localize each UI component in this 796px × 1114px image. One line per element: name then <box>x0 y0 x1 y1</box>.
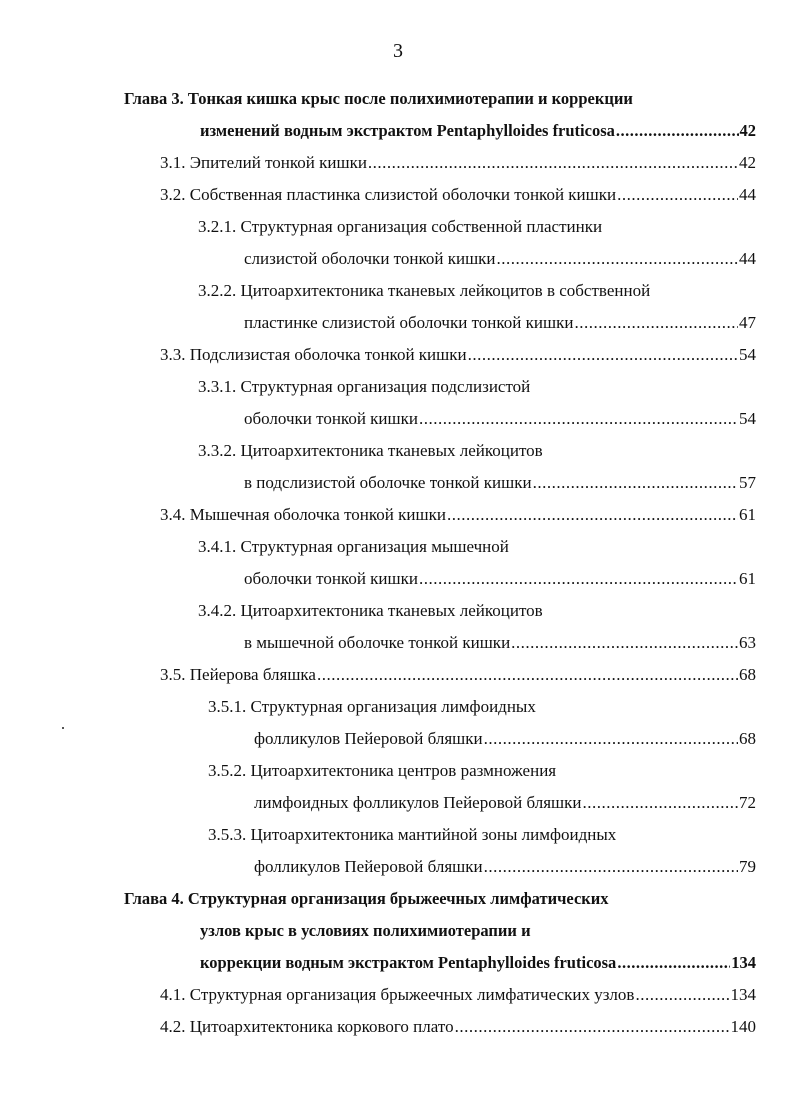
toc-entry-title: коррекции водным экстрактом Pentaphylloides fruticosa <box>200 953 617 972</box>
toc-page-number: 68 <box>739 665 756 684</box>
toc-entry-title: в мышечной оболочке тонкой кишки <box>244 633 511 652</box>
toc-entry-3-3-2[interactable] <box>244 467 756 499</box>
dot-leader <box>455 1011 730 1043</box>
toc-entry-4-1[interactable] <box>160 979 756 1011</box>
toc-entry-title: фолликулов Пейеровой бляшки <box>254 729 483 748</box>
toc-entry-title: 3.2. Собственная пластинка слизистой оболочки тонкой кишки <box>160 185 617 204</box>
toc-entry-title: 3.4. Мышечная оболочка тонкой кишки <box>160 505 446 524</box>
toc-entry-3-3-1-line1: 3.3.1. Структурная организация подслизистой <box>198 377 531 396</box>
toc-entry-3-3[interactable] <box>160 339 756 371</box>
toc-entry-title: 3.3. Подслизистая оболочка тонкой кишки <box>160 345 467 364</box>
toc-entry-3-5-2[interactable] <box>254 787 756 819</box>
toc-entry-3-5-3[interactable] <box>254 851 756 883</box>
toc-page-number: 134 <box>731 953 756 972</box>
dot-leader <box>635 979 729 1011</box>
dot-leader <box>617 947 730 979</box>
toc-entry-3-4-1-line1: 3.4.1. Структурная организация мышечной <box>198 537 509 556</box>
toc-entry-3-1[interactable] <box>160 147 756 179</box>
dot-leader <box>574 307 738 339</box>
toc-entry-title: слизистой оболочки тонкой кишки <box>244 249 496 268</box>
toc-entry-3-3-1[interactable] <box>244 403 756 435</box>
toc-entry-3-4-1[interactable] <box>244 563 756 595</box>
toc-chapter-3-line1: Глава 3. Тонкая кишка крыс после полихимиотерапии и коррекции <box>124 89 633 108</box>
toc-entry-title: изменений водным экстрактом Pentaphylloides fruticosa <box>200 121 615 140</box>
dot-leader <box>497 243 738 275</box>
dot-leader <box>617 179 738 211</box>
toc-entry-3-5[interactable] <box>160 659 756 691</box>
dot-leader <box>419 563 738 595</box>
toc-entry-title: 4.1. Структурная организация брыжеечных лимфатических узлов <box>160 985 635 1004</box>
toc-page-number: 42 <box>739 153 756 172</box>
toc-entry-3-5-3-line1: 3.5.3. Цитоархитектоника мантийной зоны лимфоидных <box>208 825 617 844</box>
dot-leader <box>533 467 738 499</box>
toc-entry-3-2-2-line1: 3.2.2. Цитоархитектоника тканевых лейкоцитов в собственной <box>198 281 651 300</box>
toc-page-number: 63 <box>739 633 756 652</box>
toc-entry-title: в подслизистой оболочке тонкой кишки <box>244 473 532 492</box>
toc-page-number: 134 <box>730 985 756 1004</box>
toc-entry-title: фолликулов Пейеровой бляшки <box>254 857 483 876</box>
toc-chapter-4-line1: Глава 4. Структурная организация брыжеечных лимфатических <box>124 889 609 908</box>
toc-entry-3-5-1-line1: 3.5.1. Структурная организация лимфоидных <box>208 697 536 716</box>
toc-entry-3-4-2-line1: 3.4.2. Цитоархитектоника тканевых лейкоцитов <box>198 601 543 620</box>
toc-entry-3-5-2-line1: 3.5.2. Цитоархитектоника центров размножения <box>208 761 557 780</box>
page-number: 3 <box>393 40 403 62</box>
dot-leader <box>616 115 739 147</box>
toc-chapter-4-line3[interactable] <box>200 947 756 979</box>
toc-page-number: 72 <box>739 793 756 812</box>
toc-entry-title: 4.2. Цитоархитектоника коркового плато <box>160 1017 454 1036</box>
dot-leader <box>582 787 738 819</box>
toc-page-number: 54 <box>739 409 756 428</box>
toc-entry-3-2-1[interactable] <box>244 243 756 275</box>
toc-page-number: 54 <box>739 345 756 364</box>
toc-entry-title: пластинке слизистой оболочки тонкой кишки <box>244 313 574 332</box>
toc-page-number: 47 <box>739 313 756 332</box>
toc-entry-title: 3.1. Эпителий тонкой кишки <box>160 153 367 172</box>
dot-leader <box>511 627 738 659</box>
toc-entry-3-4[interactable] <box>160 499 756 531</box>
toc-page-number: 68 <box>739 729 756 748</box>
toc-entry-3-4-2[interactable] <box>244 627 756 659</box>
toc-page-number: 57 <box>739 473 756 492</box>
toc-entry-3-5-1[interactable] <box>254 723 756 755</box>
toc-entry-4-2[interactable] <box>160 1011 756 1043</box>
dot-leader <box>419 403 738 435</box>
toc-entry-3-2-2[interactable] <box>244 307 756 339</box>
toc-entry-3-2[interactable] <box>160 179 756 211</box>
toc-page-number: 61 <box>739 569 756 588</box>
toc-entry-title: лимфоидных фолликулов Пейеровой бляшки <box>254 793 582 812</box>
toc-page-number: 44 <box>739 185 756 204</box>
toc-chapter-4-line2: узлов крыс в условиях полихимиотерапии и <box>200 921 531 940</box>
toc-page-number: 61 <box>739 505 756 524</box>
toc-page-number: 44 <box>739 249 756 268</box>
dot-leader <box>447 499 738 531</box>
toc-page-number: 79 <box>739 857 756 876</box>
dot-leader <box>484 723 738 755</box>
toc-entry-3-3-2-line1: 3.3.2. Цитоархитектоника тканевых лейкоцитов <box>198 441 543 460</box>
toc-page-number: 140 <box>730 1017 756 1036</box>
scan-speck <box>62 727 64 729</box>
dot-leader <box>368 147 738 179</box>
dot-leader <box>468 339 738 371</box>
dot-leader <box>484 851 738 883</box>
toc-entry-title: оболочки тонкой кишки <box>244 409 418 428</box>
toc-entry-3-2-1-line1: 3.2.1. Структурная организация собственной пластинки <box>198 217 603 236</box>
toc-chapter-3-line2[interactable] <box>200 115 756 147</box>
toc-entry-title: 3.5. Пейерова бляшка <box>160 665 316 684</box>
toc-page-number: 42 <box>739 121 756 140</box>
dot-leader <box>317 659 738 691</box>
toc-entry-title: оболочки тонкой кишки <box>244 569 418 588</box>
